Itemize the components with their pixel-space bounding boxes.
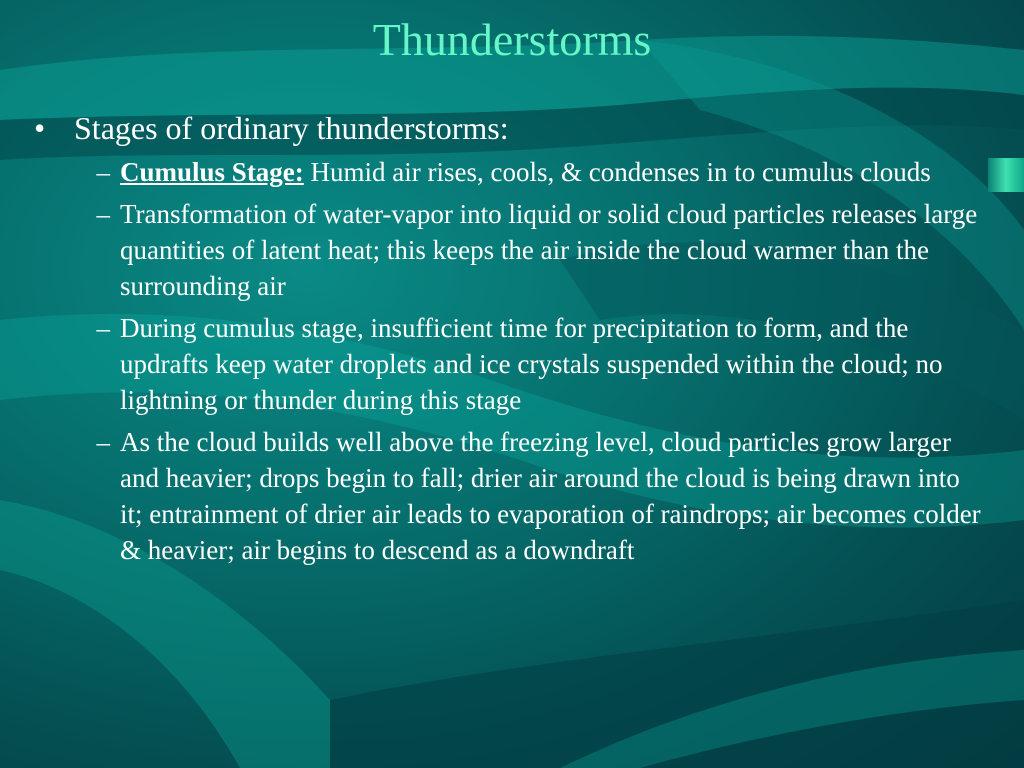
sub-bullet-item — [28, 424, 988, 568]
sub-bullet-text: As the cloud builds well above the freezing level, cloud particles grow larger and heavier; drops begin to fall; drier air around the cloud is being drawn into it; entrainment of drier air leads to evaporation of raindrops; air becomes colder & heavier; air begins to descend as a downdraft — [120, 427, 981, 565]
bullet-item — [28, 108, 988, 148]
slide-title: Thunderstorms — [372, 14, 652, 65]
dash-marker: – — [96, 199, 110, 229]
side-tab-decoration — [988, 158, 1024, 192]
sub-bullet-text — [120, 154, 988, 190]
bullet-text: Stages of ordinary thunderstorms: — [74, 110, 509, 146]
bullet-marker: • — [34, 110, 46, 146]
stage-description: Humid air rises, cools, & condenses in to cumulus clouds — [303, 157, 931, 187]
sub-bullet-list — [28, 154, 988, 568]
dash-marker: – — [96, 313, 110, 343]
dash-marker: – — [96, 157, 110, 187]
slide-content — [28, 108, 988, 574]
sub-bullet-item — [28, 310, 988, 418]
sub-bullet-text: Transformation of water-vapor into liquid or solid cloud particles releases large quantities of latent heat; this keeps the air inside the cloud warmer than the surrounding air — [120, 199, 978, 301]
sub-bullet-item — [28, 154, 988, 190]
stage-term: Cumulus Stage: — [120, 157, 304, 187]
dash-marker: – — [96, 427, 110, 457]
bullet-body — [74, 108, 509, 148]
sub-bullet-item — [28, 196, 988, 304]
sub-bullet-text: During cumulus stage, insufficient time for precipitation to form, and the updrafts keep water droplets and ice crystals suspended within the cloud; no lightning or thunder during this stage — [120, 313, 943, 415]
